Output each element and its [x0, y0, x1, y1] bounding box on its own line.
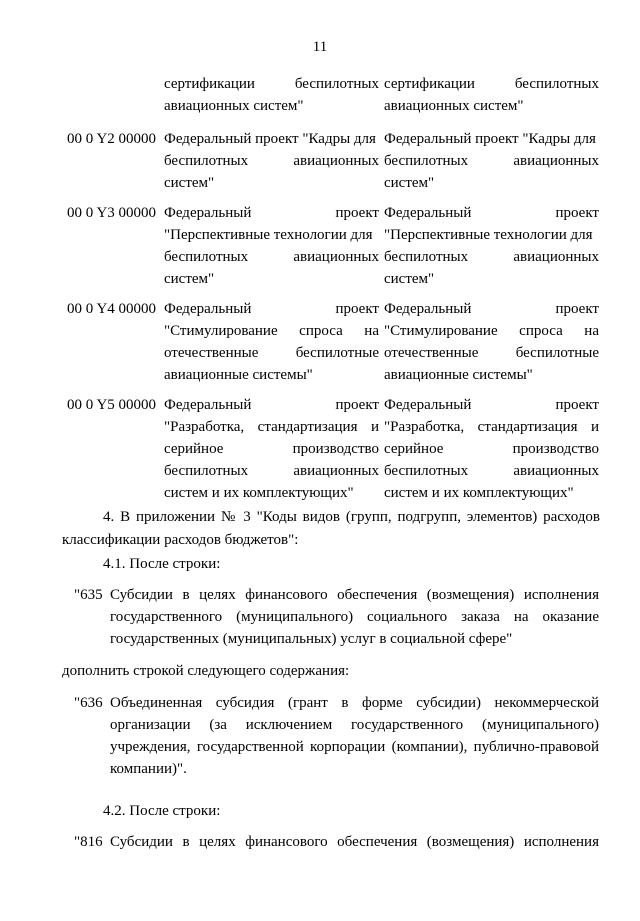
cell-line: авиационные системы" — [384, 367, 533, 383]
page-number: 11 — [312, 39, 328, 55]
cell-line: "Разработка, стандартизация и — [384, 419, 599, 435]
cell-right — [384, 202, 599, 290]
cell-line: "Разработка, стандартизация и — [164, 419, 379, 435]
cell-line: Федеральный проект — [164, 205, 379, 221]
cell-line: беспилотных авиационных — [384, 249, 599, 265]
cell-line: "Стимулирование спроса на — [164, 323, 379, 339]
subheading-text: 4.1. После строки: — [103, 556, 221, 572]
cell-left — [164, 394, 379, 504]
cell-right — [384, 298, 599, 386]
paragraph-4-cont — [62, 529, 600, 551]
entry-code: "816 — [74, 834, 103, 850]
subheading-4-1 — [103, 553, 600, 575]
cell-left — [164, 128, 379, 194]
cell-line: беспилотных авиационных — [164, 249, 379, 265]
cell-line: Федеральный проект "Кадры для — [384, 131, 596, 147]
cell-line: беспилотных авиационных — [164, 153, 379, 169]
cell-line: Федеральный проект "Кадры для — [164, 131, 376, 147]
cell-right — [384, 394, 599, 504]
cell-line: сертификации беспилотных — [164, 76, 379, 92]
cell-line: Федеральный проект — [164, 397, 379, 413]
cell-line: "Перспективные технологии для — [164, 227, 373, 243]
cell-line: авиационные системы" — [164, 367, 313, 383]
cell-left — [164, 202, 379, 290]
add-line-text: дополнить строкой следующего содержания: — [62, 663, 350, 679]
cell-right — [384, 128, 599, 194]
cell-line: систем" — [164, 175, 215, 191]
cell-line: авиационных систем" — [164, 98, 304, 114]
code-cell: 00 0 Y2 00000 — [67, 131, 157, 147]
cell-line: серийное производство — [164, 441, 379, 457]
cell-line: Федеральный проект — [164, 301, 379, 317]
cell-line: Федеральный проект — [384, 397, 599, 413]
entry-line: Субсидии в целях финансового обеспечения (возмещения) исполнения — [110, 587, 599, 603]
cell-line: систем" — [384, 175, 435, 191]
cell-line: беспилотных авиационных — [384, 153, 599, 169]
entry-text — [110, 692, 599, 780]
entry-line: Субсидии в целях финансового обеспечения (возмещения) исполнения — [110, 834, 599, 850]
cell-line: "Стимулирование спроса на — [384, 323, 599, 339]
cell-line: Федеральный проект — [384, 301, 599, 317]
cell-line: Федеральный проект — [384, 205, 599, 221]
code-cell: 00 0 Y5 00000 — [67, 397, 157, 413]
cell-line: систем" — [164, 271, 215, 287]
paragraph-line: 4. В приложении № 3 "Коды видов (групп, подгрупп, элементов) расходов — [103, 509, 600, 525]
subheading-4-2 — [103, 800, 600, 822]
add-line — [62, 660, 600, 682]
cell-line: систем и их комплектующих" — [164, 485, 354, 501]
entry-code: "635 — [74, 587, 103, 603]
paragraph-4 — [103, 506, 600, 528]
entry-line: государственных (муниципальных) услуг в социальной сфере" — [110, 631, 513, 647]
entry-text — [110, 584, 599, 650]
cell-line: авиационных систем" — [384, 98, 524, 114]
paragraph-line: классификации расходов бюджетов": — [62, 532, 299, 548]
entry-line: организации (за исключением государственного (муниципального) — [110, 717, 599, 733]
entry-line: компании)". — [110, 761, 187, 777]
entry-text — [110, 831, 599, 853]
entry-line: государственного (муниципального) социального заказа на оказание — [110, 609, 599, 625]
cell-line: систем и их комплектующих" — [384, 485, 574, 501]
entry-line: Объединенная субсидия (грант в форме субсидии) некоммерческой — [110, 695, 599, 711]
cell-line: систем" — [384, 271, 435, 287]
cell-line: отечественные беспилотные — [384, 345, 599, 361]
code-cell: 00 0 Y4 00000 — [67, 301, 157, 317]
entry-line: учреждения, государственной корпорации (компании), публично-правовой — [110, 739, 599, 755]
cell-line: беспилотных авиационных — [384, 463, 599, 479]
cell-line: "Перспективные технологии для — [384, 227, 593, 243]
entry-code: "636 — [74, 695, 103, 711]
subheading-text: 4.2. После строки: — [103, 803, 221, 819]
cell-line: сертификации беспилотных — [384, 76, 599, 92]
cell-left — [164, 298, 379, 386]
code-cell: 00 0 Y3 00000 — [67, 205, 157, 221]
cell-line: беспилотных авиационных — [164, 463, 379, 479]
cell-left — [164, 73, 379, 117]
cell-right — [384, 73, 599, 117]
cell-line: отечественные беспилотные — [164, 345, 379, 361]
cell-line: серийное производство — [384, 441, 599, 457]
